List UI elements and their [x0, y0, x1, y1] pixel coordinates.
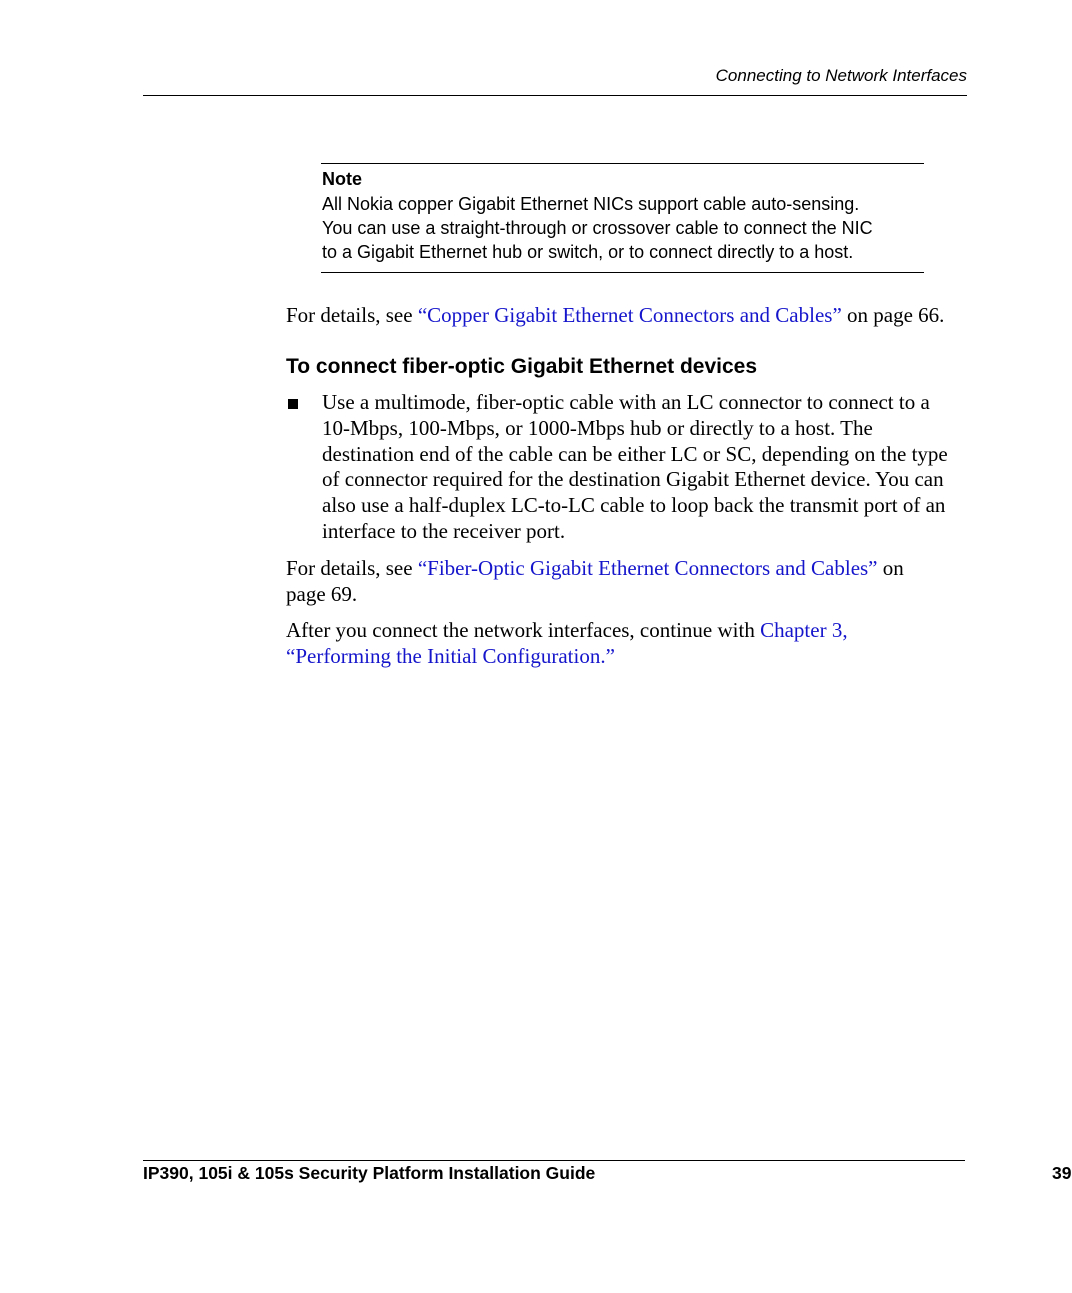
copper-details-prefix: For details, see — [286, 303, 418, 327]
note-body — [322, 192, 924, 264]
bullet-line: destination end of the cable can be either LC or SC, depending on the type — [322, 441, 948, 466]
note-box — [321, 163, 924, 273]
bullet-line: 10-Mbps, 100-Mbps, or 1000-Mbps hub or directly to a host. The — [322, 415, 873, 440]
note-line: All Nokia copper Gigabit Ethernet NICs support cable auto-sensing. — [322, 194, 860, 214]
footer-rule — [143, 1160, 965, 1161]
bullet-text — [322, 390, 970, 545]
bullet-line: interface to the receiver port. — [322, 518, 566, 543]
running-header: Connecting to Network Interfaces — [715, 66, 967, 85]
fiber-cables-link[interactable]: “Fiber-Optic Gigabit Ethernet Connectors and Cables” — [417, 555, 878, 580]
initial-configuration-link[interactable]: “Performing the Initial Configuration.” — [286, 643, 615, 668]
fiber-details-line-1 — [286, 555, 970, 581]
next-step-line-2 — [286, 643, 970, 669]
next-step-paragraph — [286, 617, 970, 669]
next-step-prefix: After you connect the network interfaces, continue with — [286, 617, 761, 642]
copper-cables-link[interactable]: “Copper Gigabit Ethernet Connectors and Cables” — [417, 303, 842, 327]
fiber-details-line-2: page 69. — [286, 581, 358, 606]
footer-title: IP390, 105i & 105s Security Platform Installation Guide — [143, 1163, 596, 1183]
fiber-details-prefix: For details, see — [286, 555, 418, 580]
next-step-line-1 — [286, 617, 970, 643]
page-number: 39 — [1052, 1163, 1072, 1183]
fiber-details-suffix: on — [877, 555, 904, 580]
note-line: You can use a straight-through or crossover cable to connect the NIC — [322, 218, 873, 238]
fiber-details-paragraph — [286, 555, 970, 607]
main-content — [286, 302, 970, 669]
bullet-line: Use a multimode, fiber-optic cable with an LC connector to connect to a — [322, 390, 930, 414]
bullet-line: also use a half-duplex LC-to-LC cable to loop back the transmit port of an — [322, 493, 946, 518]
chapter-3-link[interactable]: Chapter 3, — [760, 617, 848, 642]
bullet-item — [286, 390, 970, 545]
note-title: Note — [322, 169, 362, 189]
copper-details-suffix: on page 66. — [841, 303, 945, 327]
copper-details-paragraph — [286, 302, 970, 328]
bullet-line: of connector required for the destination Gigabit Ethernet device. You can — [322, 467, 944, 492]
note-line: to a Gigabit Ethernet hub or switch, or to connect directly to a host. — [322, 242, 854, 262]
square-bullet-icon — [288, 399, 298, 409]
section-heading: To connect fiber-optic Gigabit Ethernet devices — [286, 355, 758, 378]
header-rule — [143, 95, 967, 96]
